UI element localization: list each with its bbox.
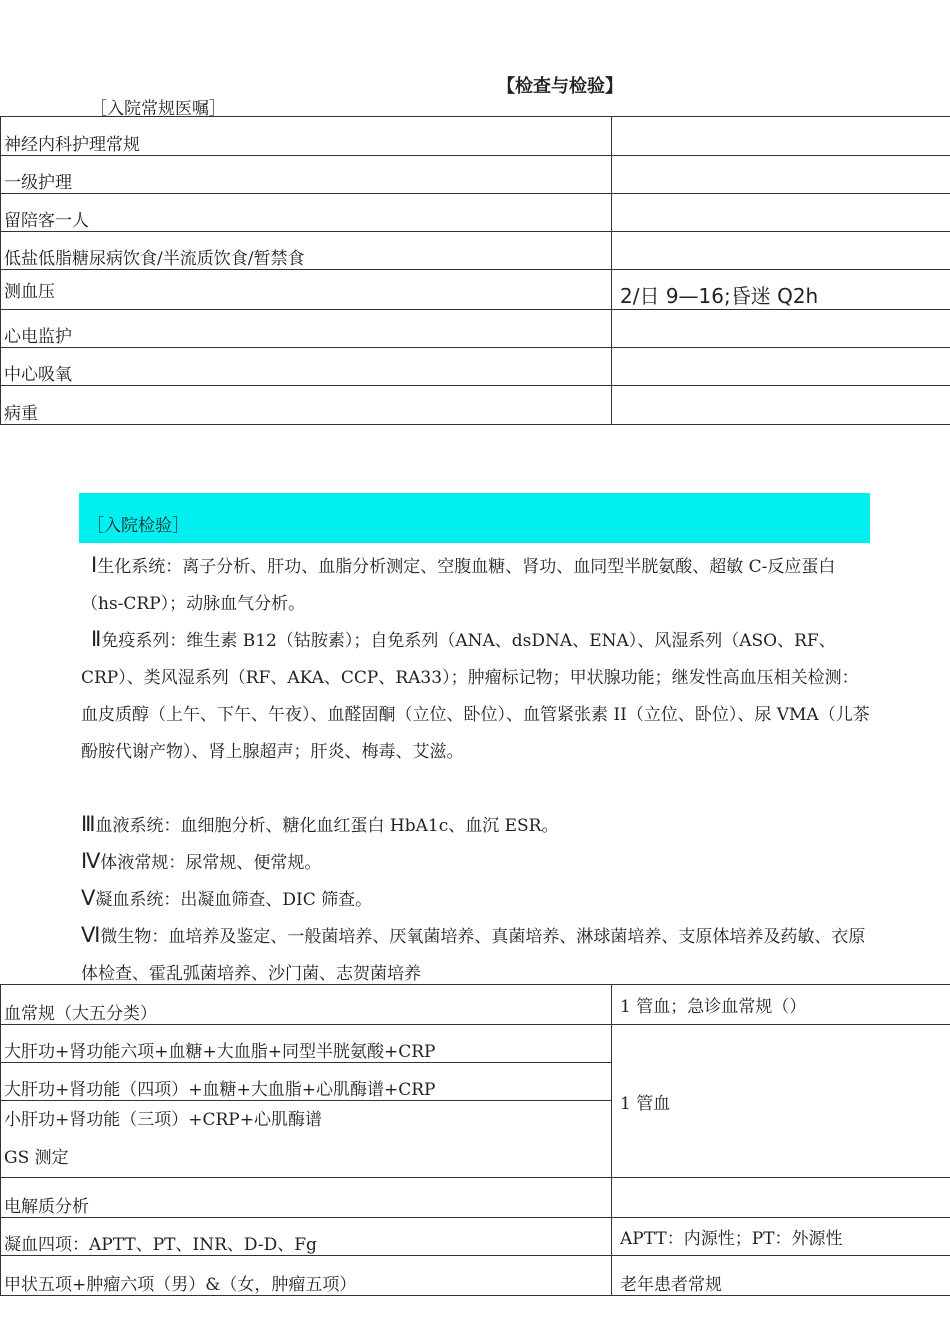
table-row — [1, 232, 950, 270]
roman-numeral: Ⅵ — [81, 923, 101, 947]
order-note — [612, 194, 950, 232]
section-heading-admission-orders: ［入院常规医嘱］ — [90, 99, 226, 119]
order-note — [612, 310, 950, 348]
lab-item-immunology — [81, 621, 873, 771]
lab-item-text: 体液常规：尿常规、便常规。 — [100, 853, 322, 873]
roman-numeral: Ⅴ — [81, 886, 96, 910]
table-row — [1, 194, 950, 232]
table-row — [1, 348, 950, 386]
roman-numeral: Ⅰ — [91, 553, 98, 577]
order-item: 神经内科护理常规 — [1, 117, 612, 156]
test-item-line: GS 测定 — [4, 1148, 69, 1168]
lab-item-coagulation — [81, 880, 873, 919]
test-item: 血常规（大五分类） — [1, 985, 612, 1025]
order-item: 测血压 — [1, 270, 612, 310]
lab-item-body-fluid — [81, 843, 873, 882]
order-note — [612, 348, 950, 386]
lab-item-hematology — [81, 806, 873, 845]
test-item: 大肝功+肾功能六项+血糖+大血脂+同型半胱氨酸+CRP — [1, 1025, 612, 1063]
table-row — [1, 1025, 950, 1063]
order-note — [612, 386, 950, 425]
lab-item-text: 免疫系列：维生素 B12（钴胺素）；自免系列（ANA、dsDNA、ENA）、风湿系列（ASO、RF、CRP）、类风湿系列（RF、AKA、CCP、RA33）；肿瘤标记物；甲状腺功能；继发性高血压相关检测：血皮质醇（上午、下午、午夜）、血醛固酮（立位、卧位）、血管紧张素 II（立位、卧位）、尿 VMA（儿茶酚胺代谢产物）、肾上腺超声；肝炎、梅毒、艾滋。 — [81, 631, 870, 762]
lab-item-text: 血液系统：血细胞分析、糖化血红蛋白 HbA1c、血沉 ESR。 — [95, 816, 559, 836]
table-row — [1, 1178, 950, 1218]
lab-item-microbiology — [81, 917, 873, 993]
section-heading-admission-labs: ［入院检验］ — [87, 516, 189, 536]
test-note: 1 管血；急诊血常规（） — [612, 985, 950, 1025]
table-row — [1, 1218, 950, 1256]
table-row — [1, 270, 950, 310]
table-row — [1, 1256, 950, 1296]
lab-tests-table — [0, 984, 950, 1296]
order-note — [612, 232, 950, 270]
admission-orders-table — [0, 116, 950, 425]
table-row — [1, 156, 950, 194]
order-item: 心电监护 — [1, 310, 612, 348]
lab-item-biochemistry — [81, 547, 873, 623]
page-title: 【检查与检验】 — [497, 76, 623, 97]
test-note — [612, 1178, 950, 1218]
test-note: 老年患者常规 — [612, 1256, 950, 1296]
lab-item-text: 微生物：血培养及鉴定、一般菌培养、厌氧菌培养、真菌培养、淋球菌培养、支原体培养及药敏、衣原体检查、霍乱弧菌培养、沙门菌、志贺菌培养 — [81, 927, 866, 984]
lab-item-text: 凝血系统：出凝血筛查、DIC 筛查。 — [95, 890, 373, 910]
lab-item-text: 生化系统：离子分析、肝功、血脂分析测定、空腹血糖、肾功、血同型半胱氨酸、超敏 C-反应蛋白（hs-CRP）；动脉血气分析。 — [81, 557, 836, 614]
test-item: 凝血四项：APTT、PT、INR、D-D、Fg — [1, 1218, 612, 1256]
order-note — [612, 156, 950, 194]
test-item: 甲状五项+肿瘤六项（男）&（女，肿瘤五项） — [1, 1256, 612, 1296]
order-item: 低盐低脂糖尿病饮食/半流质饮食/暂禁食 — [1, 232, 612, 270]
test-item — [1, 1101, 612, 1178]
test-note: APTT：内源性；PT：外源性 — [612, 1218, 950, 1256]
order-item: 留陪客一人 — [1, 194, 612, 232]
lab-section-banner — [79, 493, 870, 543]
order-item: 一级护理 — [1, 156, 612, 194]
table-row — [1, 310, 950, 348]
table-row — [1, 117, 950, 156]
roman-numeral: Ⅲ — [81, 812, 96, 836]
table-row — [1, 985, 950, 1025]
roman-numeral: Ⅳ — [81, 849, 101, 873]
order-note: 2/日 9—16;昏迷 Q2h — [612, 270, 950, 310]
table-row — [1, 386, 950, 425]
roman-numeral: Ⅱ — [91, 627, 102, 651]
test-item: 电解质分析 — [1, 1178, 612, 1218]
order-note — [612, 117, 950, 156]
order-item: 病重 — [1, 386, 612, 425]
test-item: 大肝功+肾功能（四项）+血糖+大血脂+心肌酶谱+CRP — [1, 1063, 612, 1101]
order-item: 中心吸氧 — [1, 348, 612, 386]
test-note: 1 管血 — [612, 1025, 950, 1178]
test-item-line: 小肝功+肾功能（三项）+CRP+心肌酶谱 — [4, 1110, 322, 1130]
